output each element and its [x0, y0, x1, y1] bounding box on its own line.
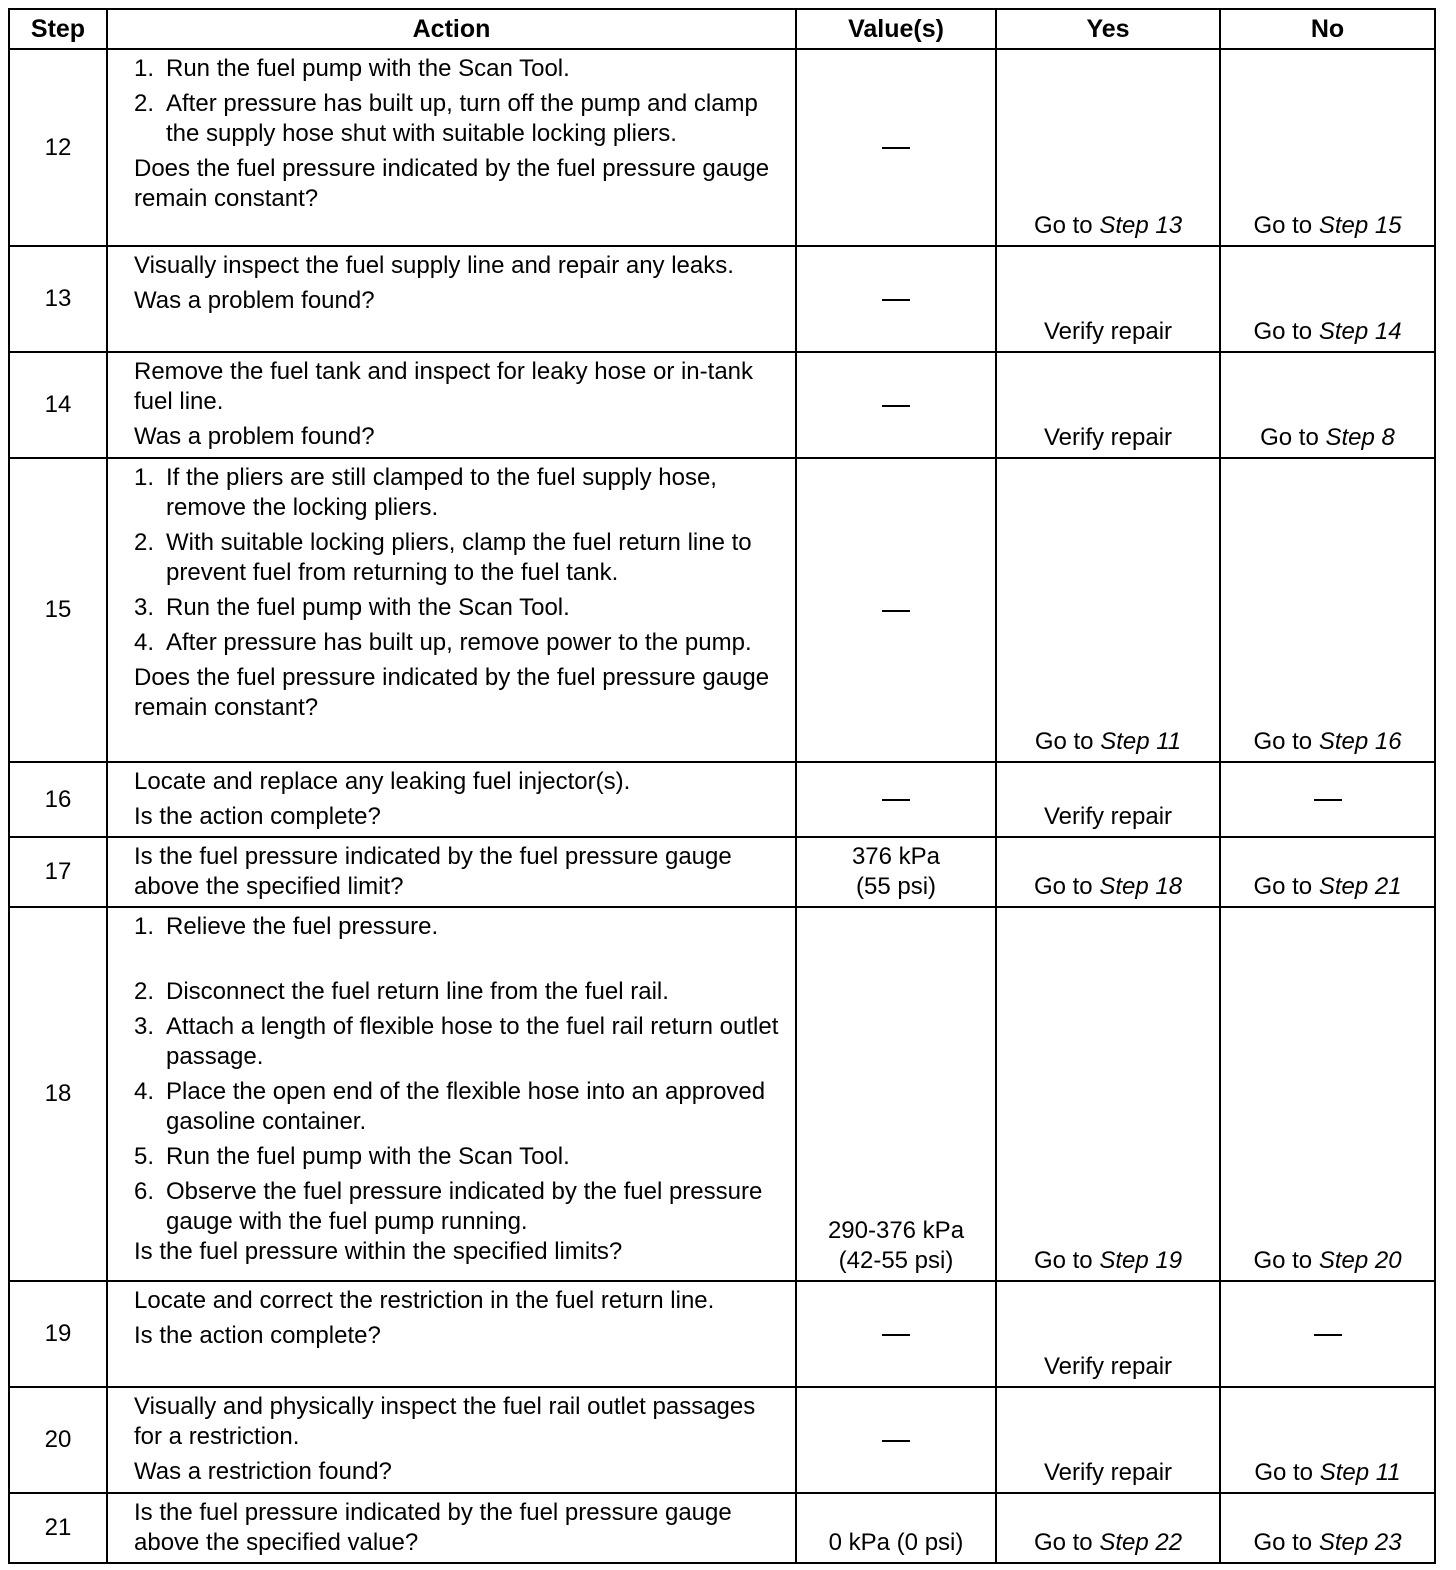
table-row	[9, 1387, 1435, 1493]
action-question: Is the action complete?	[134, 1322, 381, 1349]
value-cell	[796, 458, 996, 762]
header-no: No	[1220, 9, 1435, 49]
yes-cell: Verify repair	[996, 1387, 1220, 1493]
no-cell	[1220, 1493, 1435, 1563]
value-cell	[796, 1281, 996, 1387]
value-cell	[796, 1387, 996, 1493]
action-cell	[107, 1387, 796, 1493]
yes-cell	[996, 49, 1220, 246]
yes-step-link: Step 18	[1099, 873, 1183, 900]
no-step-link: Step 16	[1318, 728, 1402, 755]
action-step: 3. Attach a length of flexible hose to the fuel rail return outlet passage.	[134, 1013, 779, 1070]
step-number: 20	[9, 1387, 107, 1493]
step-number: 15	[9, 458, 107, 762]
action-step: 2. After pressure has built up, turn off the pump and clamp the supply hose shut with suitable locking pliers.	[134, 90, 758, 147]
empty-no-dash	[1314, 1334, 1342, 1336]
table-row	[9, 1281, 1435, 1387]
empty-value-dash	[882, 147, 910, 149]
yes-prefix: Go to	[1033, 873, 1100, 900]
table-row	[9, 246, 1435, 352]
value-primary: 376 kPa	[851, 843, 941, 870]
header-value: Value(s)	[796, 9, 996, 49]
action-cell	[107, 246, 796, 352]
action-question: Does the fuel pressure indicated by the fuel pressure gauge remain constant?	[134, 155, 770, 212]
step-number: 16	[9, 762, 107, 837]
action-question: Is the fuel pressure indicated by the fuel pressure gauge above the specified value?	[134, 1499, 732, 1556]
action-cell	[107, 352, 796, 458]
action-cell	[107, 1281, 796, 1387]
yes-prefix: Go to	[1034, 728, 1101, 755]
empty-value-dash	[882, 799, 910, 801]
no-cell	[1220, 907, 1435, 1281]
no-step-link: Step 21	[1318, 873, 1402, 900]
no-cell	[1220, 246, 1435, 352]
yes-cell: Verify repair	[996, 1281, 1220, 1387]
action-question: Is the fuel pressure indicated by the fuel pressure gauge above the specified limit?	[134, 843, 732, 900]
diagnostic-table-page	[8, 8, 1434, 1564]
action-step: 4. After pressure has built up, remove power to the pump.	[134, 629, 752, 656]
yes-step-link: Step 13	[1099, 212, 1183, 239]
action-text: Remove the fuel tank and inspect for leaky hose or in-tank fuel line.	[134, 358, 754, 415]
no-cell	[1220, 49, 1435, 246]
table-row	[9, 762, 1435, 837]
yes-cell	[996, 837, 1220, 907]
action-question: Is the action complete?	[134, 803, 381, 830]
header-action: Action	[107, 9, 796, 49]
yes-cell	[996, 907, 1220, 1281]
header-row	[9, 9, 1435, 49]
step-number: 18	[9, 907, 107, 1281]
no-step-link: Step 11	[1319, 1459, 1401, 1486]
no-cell	[1220, 762, 1435, 837]
empty-no-dash	[1314, 799, 1342, 801]
yes-prefix: Go to	[1033, 1247, 1100, 1274]
no-step-link: Step 8	[1325, 424, 1395, 451]
action-question: Was a problem found?	[134, 423, 375, 450]
action-cell	[107, 458, 796, 762]
step-number: 12	[9, 49, 107, 246]
yes-step-link: Step 19	[1099, 1247, 1183, 1274]
no-cell	[1220, 837, 1435, 907]
value-cell	[796, 246, 996, 352]
empty-value-dash	[882, 405, 910, 407]
action-text: Locate and correct the restriction in the fuel return line.	[134, 1287, 715, 1314]
table-row	[9, 1493, 1435, 1563]
no-prefix: Go to	[1253, 1247, 1319, 1274]
yes-cell	[996, 1493, 1220, 1563]
action-step: 6. Observe the fuel pressure indicated by the fuel pressure gauge with the fuel pump running.	[134, 1178, 763, 1235]
yes-cell: Verify repair	[996, 762, 1220, 837]
action-cell	[107, 907, 796, 1281]
no-step-link: Step 15	[1318, 212, 1402, 239]
action-step: 1. Run the fuel pump with the Scan Tool.	[134, 55, 570, 82]
table-row	[9, 352, 1435, 458]
value-cell	[796, 762, 996, 837]
step-number: 19	[9, 1281, 107, 1387]
action-cell	[107, 762, 796, 837]
yes-prefix: Go to	[1033, 1529, 1100, 1556]
value-cell	[796, 49, 996, 246]
action-question: Is the fuel pressure within the specified limits?	[134, 1238, 623, 1265]
value-primary: 290-376 kPa	[827, 1217, 965, 1244]
action-step: 1. If the pliers are still clamped to the fuel supply hose, remove the locking pliers.	[134, 464, 717, 521]
no-prefix: Go to	[1253, 728, 1319, 755]
yes-step-link: Step 11	[1100, 728, 1182, 755]
action-cell	[107, 49, 796, 246]
header-yes: Yes	[996, 9, 1220, 49]
action-step: 1. Relieve the fuel pressure.	[134, 913, 439, 940]
empty-value-dash	[882, 1334, 910, 1336]
header-step: Step	[9, 9, 107, 49]
no-cell	[1220, 352, 1435, 458]
yes-cell	[996, 458, 1220, 762]
diagnostic-table	[8, 8, 1436, 1564]
value-cell: 0 kPa (0 psi)	[796, 1493, 996, 1563]
action-question: Was a problem found?	[134, 287, 375, 314]
empty-value-dash	[882, 1440, 910, 1442]
action-step: 5. Run the fuel pump with the Scan Tool.	[134, 1143, 570, 1170]
action-cell	[107, 1493, 796, 1563]
no-cell	[1220, 1281, 1435, 1387]
no-step-link: Step 23	[1318, 1529, 1402, 1556]
table-row	[9, 49, 1435, 246]
action-text: Locate and replace any leaking fuel injector(s).	[134, 768, 631, 795]
empty-value-dash	[882, 299, 910, 301]
no-step-link: Step 20	[1318, 1247, 1402, 1274]
yes-cell: Verify repair	[996, 352, 1220, 458]
no-step-link: Step 14	[1318, 318, 1402, 345]
action-text: Visually and physically inspect the fuel rail outlet passages for a restriction.	[134, 1393, 756, 1450]
no-prefix: Go to	[1260, 424, 1326, 451]
value-secondary: (55 psi)	[855, 873, 937, 900]
action-step: 4. Place the open end of the flexible hose into an approved gasoline container.	[134, 1078, 766, 1135]
action-step: 2. With suitable locking pliers, clamp the fuel return line to prevent fuel from returning to the fuel tank.	[134, 529, 752, 586]
action-step: 2. Disconnect the fuel return line from the fuel rail.	[134, 978, 669, 1005]
action-steps	[134, 912, 787, 1237]
yes-prefix: Go to	[1033, 212, 1100, 239]
value-secondary: (42-55 psi)	[838, 1247, 954, 1274]
action-text: Visually inspect the fuel supply line and repair any leaks.	[134, 252, 734, 279]
table-row	[9, 458, 1435, 762]
step-number: 14	[9, 352, 107, 458]
action-question: Does the fuel pressure indicated by the fuel pressure gauge remain constant?	[134, 664, 770, 721]
table-row	[9, 837, 1435, 907]
step-number: 21	[9, 1493, 107, 1563]
empty-value-dash	[882, 610, 910, 612]
yes-cell: Verify repair	[996, 246, 1220, 352]
table-row	[9, 907, 1435, 1281]
step-number: 17	[9, 837, 107, 907]
no-prefix: Go to	[1253, 873, 1319, 900]
no-prefix: Go to	[1254, 1459, 1320, 1486]
no-cell	[1220, 1387, 1435, 1493]
no-cell	[1220, 458, 1435, 762]
value-cell	[796, 837, 996, 907]
no-prefix: Go to	[1253, 318, 1319, 345]
no-prefix: Go to	[1253, 212, 1319, 239]
no-prefix: Go to	[1253, 1529, 1319, 1556]
yes-step-link: Step 22	[1099, 1529, 1183, 1556]
action-steps	[134, 463, 787, 658]
step-number: 13	[9, 246, 107, 352]
action-steps	[134, 54, 787, 149]
value-cell	[796, 352, 996, 458]
action-step: 3. Run the fuel pump with the Scan Tool.	[134, 594, 570, 621]
value-cell	[796, 907, 996, 1281]
action-cell	[107, 837, 796, 907]
action-question: Was a restriction found?	[134, 1458, 392, 1485]
